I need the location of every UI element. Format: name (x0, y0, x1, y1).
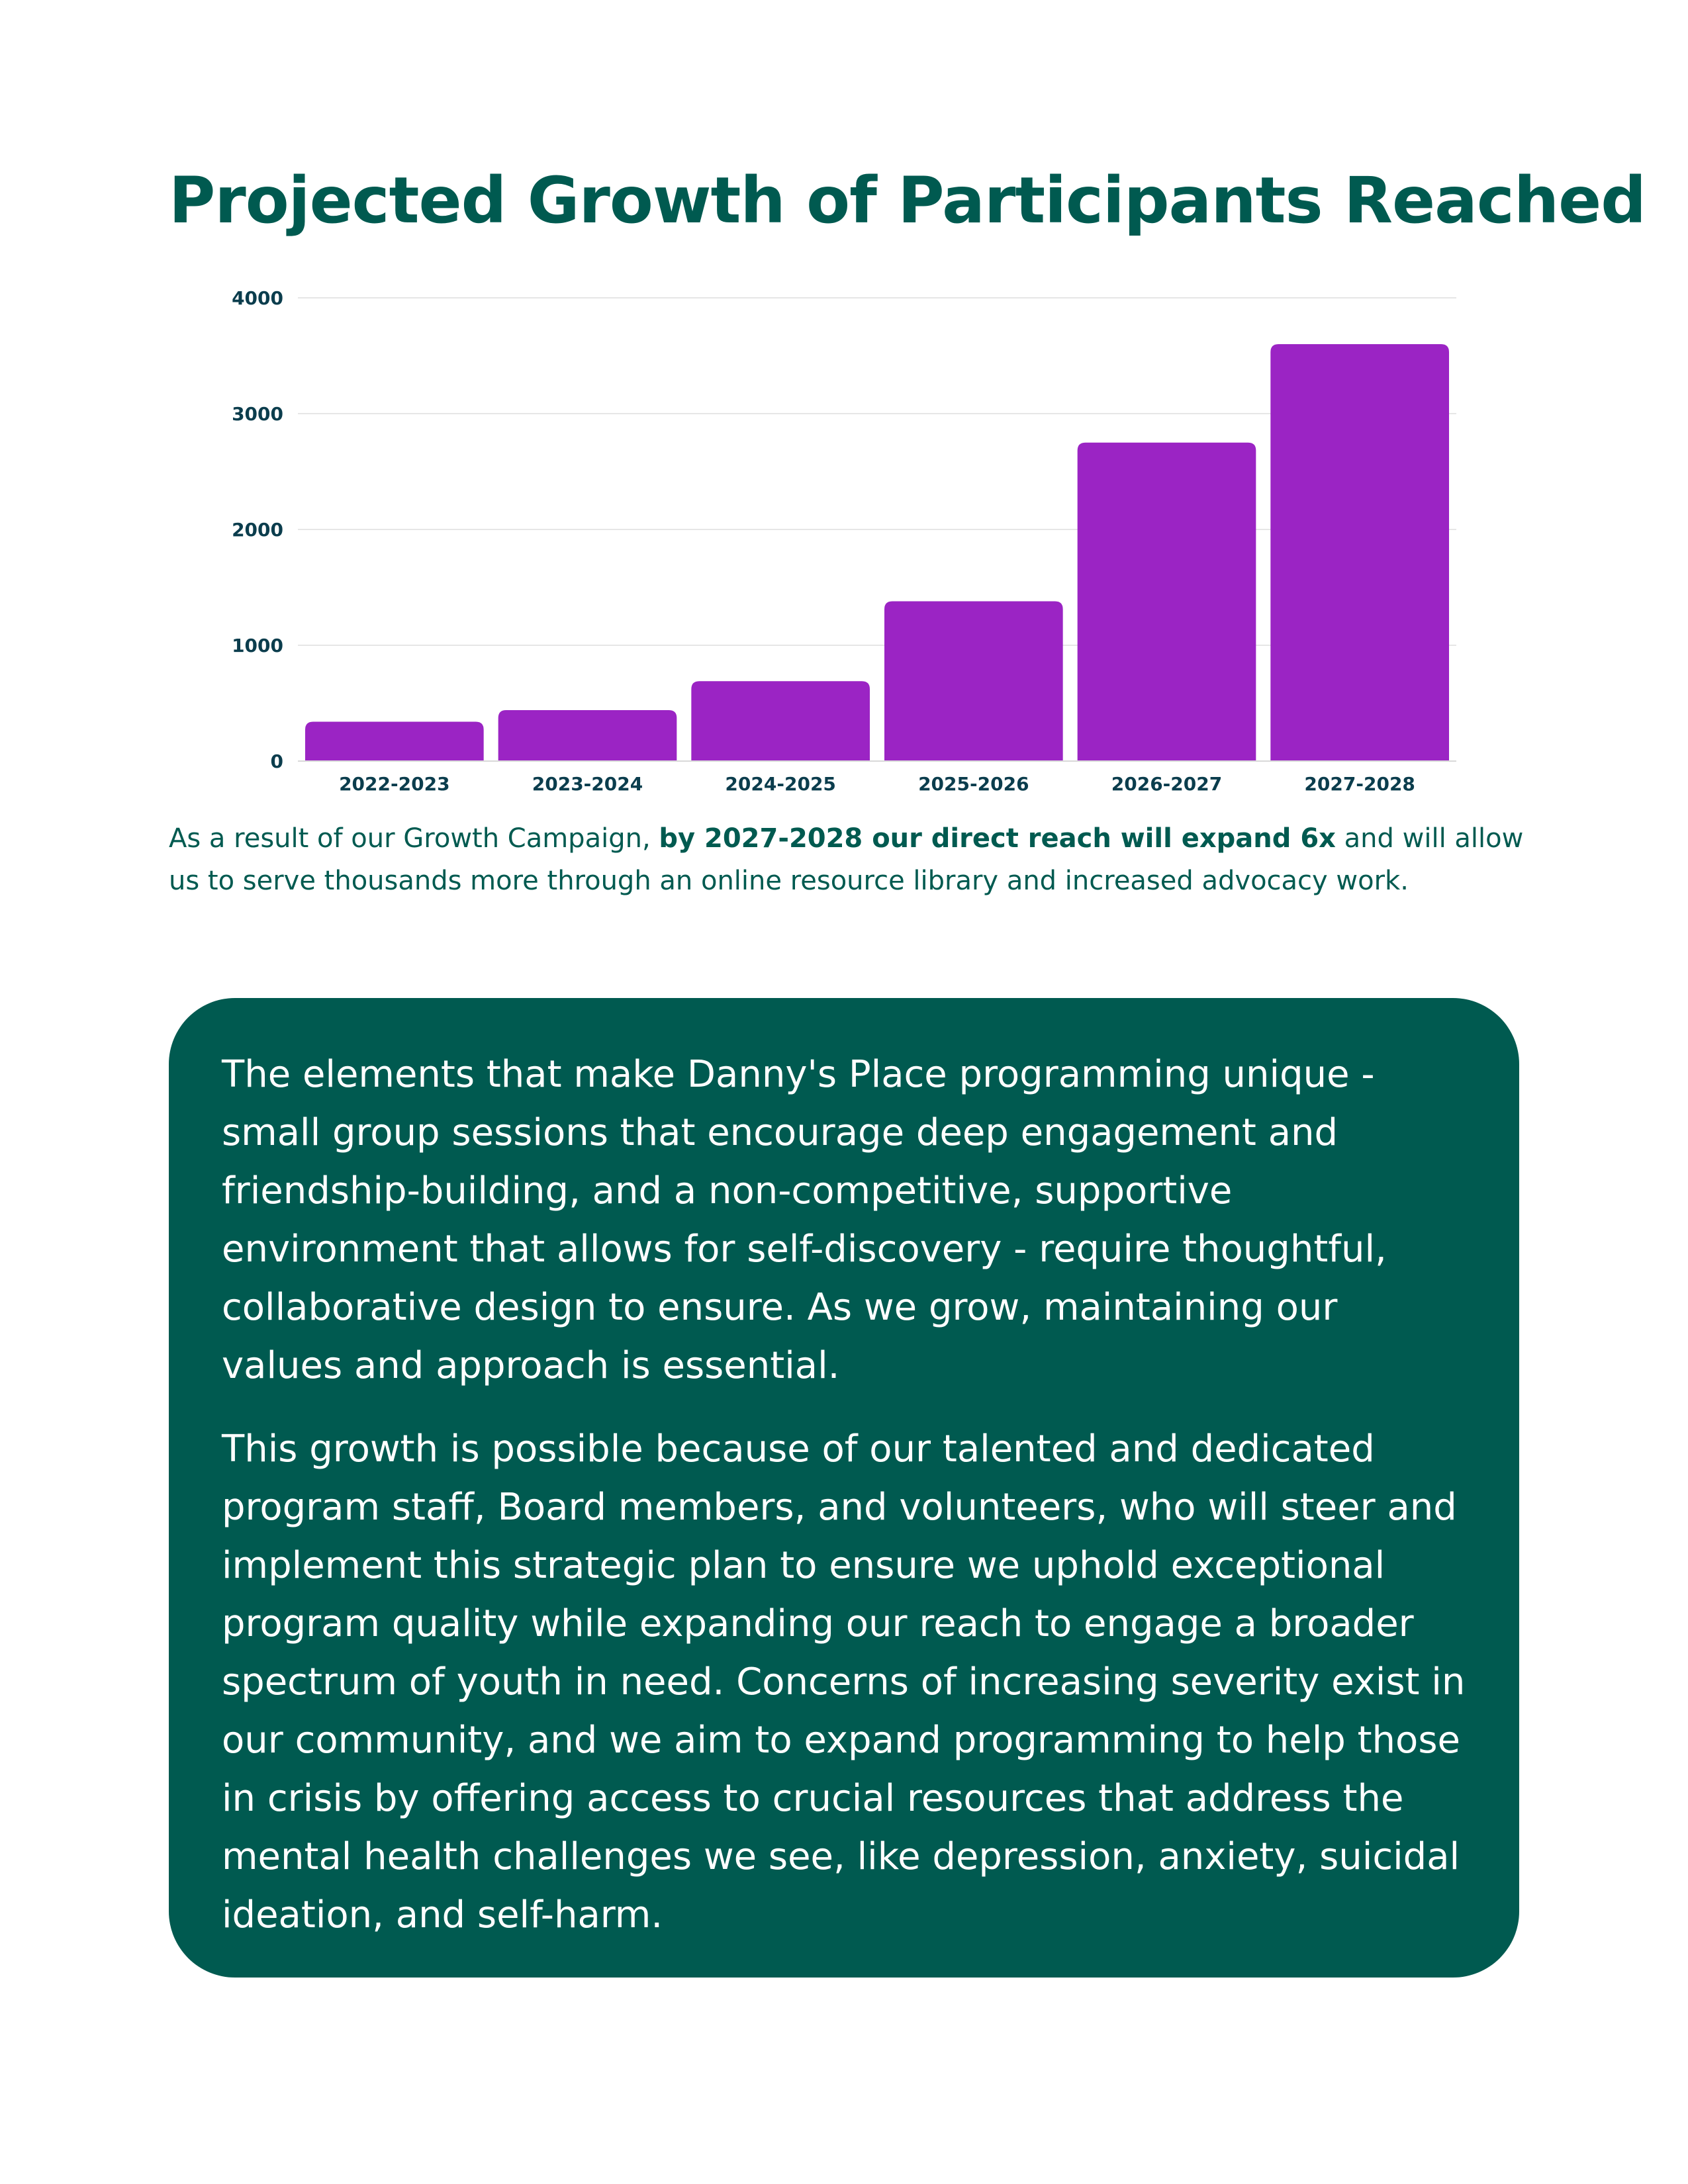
x-tick-label: 2022-2023 (339, 773, 450, 795)
chart-caption (169, 817, 1546, 902)
participants-bar-chart (169, 278, 1493, 807)
y-tick-label: 2000 (232, 519, 283, 541)
y-tick-label: 1000 (232, 635, 283, 657)
bar-2025-2026 (884, 602, 1063, 762)
info-paragraph-1: The elements that make Danny's Place programming unique - small group sessions that encourage deep engagement and friendship-building, and a non-competitive, supportive environment that allows for self-discovery - require thoughtful, collaborative design to ensure. As we grow, maintaining our values and approach is essential. (222, 1053, 1387, 1387)
chart-svg (169, 278, 1493, 807)
y-tick-label: 4000 (232, 287, 283, 309)
x-tick-label: 2025-2026 (918, 773, 1029, 795)
y-tick-label: 0 (270, 751, 283, 772)
bar-2024-2025 (691, 681, 870, 761)
bar-2023-2024 (498, 710, 677, 761)
x-tick-label: 2026-2027 (1111, 773, 1223, 795)
info-paragraph-2: This growth is possible because of our talented and dedicated program staff, Board members, and volunteers, who will steer and implement this strategic plan to ensure we uphold exceptional program quality while expanding our reach to engage a broader spectrum of youth in need. Concerns of increasing severity exist in our community, and we aim to expand programming to help those in crisis by offering access to crucial resources that address the mental health challenges we see, like depression, anxiety, suicidal ideation, and self-harm. (222, 1428, 1466, 1936)
page-title: Projected Growth of Participants Reached (169, 163, 1646, 238)
x-tick-label: 2023-2024 (532, 773, 643, 795)
bar-2026-2027 (1078, 443, 1256, 761)
bar-2027-2028 (1270, 344, 1449, 761)
bar-2022-2023 (305, 722, 484, 762)
caption-lead: As a result of our Growth Campaign, (169, 823, 659, 854)
program-info-card (169, 998, 1519, 1978)
y-tick-label: 3000 (232, 403, 283, 425)
x-tick-label: 2027-2028 (1304, 773, 1415, 795)
caption-tail: and will allow us to serve thousands more through an online resource library and increased advocacy work. (169, 823, 1524, 896)
caption-emphasis: by 2027-2028 our direct reach will expand 6x (659, 823, 1336, 854)
x-tick-label: 2024-2025 (725, 773, 836, 795)
